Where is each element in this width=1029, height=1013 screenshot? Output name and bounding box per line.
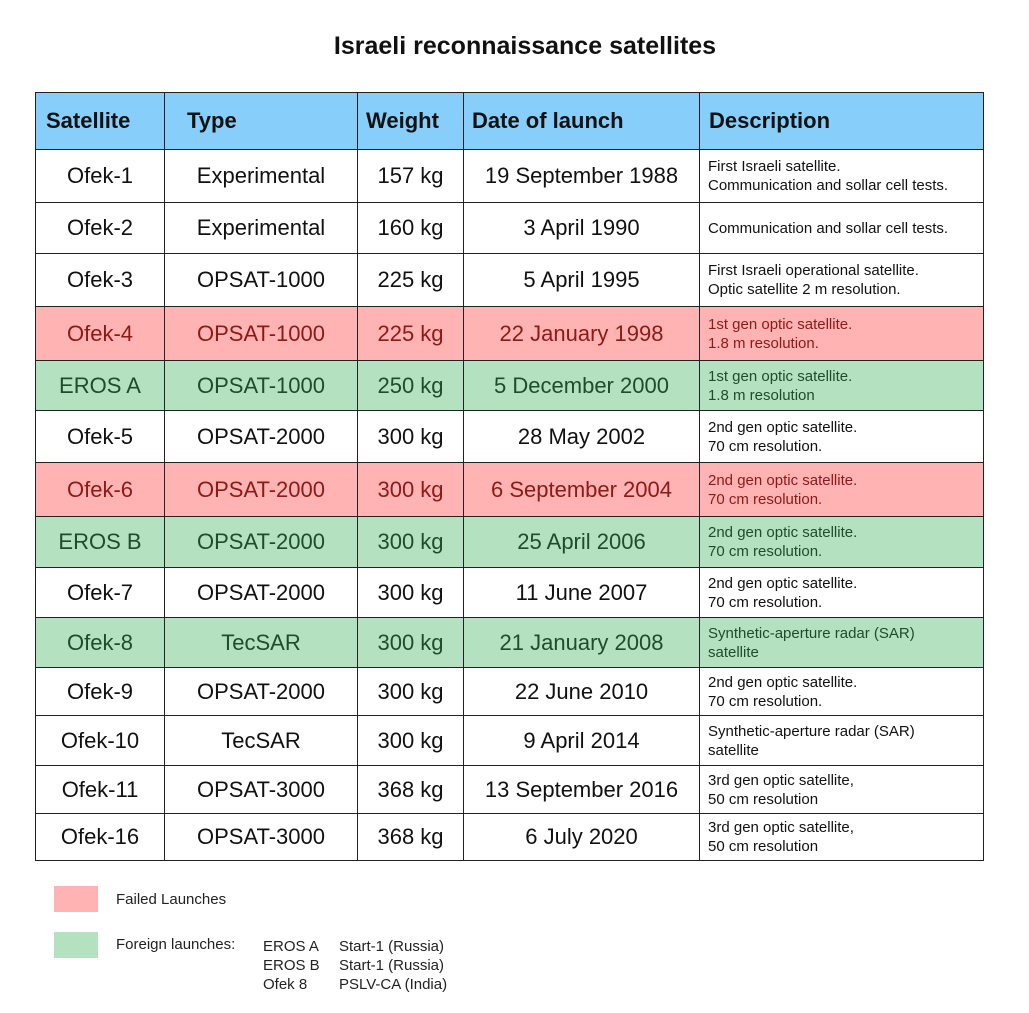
table-row: [36, 517, 984, 568]
table-body: [36, 150, 984, 861]
weight-cell: 300 kg: [358, 463, 464, 517]
weight-cell: 225 kg: [358, 254, 464, 307]
weight-cell: 300 kg: [358, 716, 464, 766]
description-line: satellite: [708, 741, 759, 759]
description-line: 70 cm resolution.: [708, 543, 823, 560]
description-line: 70 cm resolution.: [708, 437, 823, 455]
failed-legend-label: Failed Launches: [116, 891, 227, 908]
launch-date-cell: 11 June 2007: [464, 568, 700, 618]
satellite-cell: EROS A: [36, 361, 165, 411]
satellite-cell: Ofek-5: [36, 411, 165, 463]
weight-cell: 368 kg: [358, 814, 464, 861]
foreign-launch-launcher: Start-1 (Russia): [339, 938, 445, 955]
type-cell: Experimental: [165, 203, 358, 254]
foreign-launch-satellite: EROS B: [263, 957, 320, 974]
description-cell: [700, 766, 984, 814]
type-cell: OPSAT-2000: [165, 517, 358, 568]
satellite-cell: Ofek-6: [36, 463, 165, 517]
description-line: 70 cm resolution.: [708, 593, 823, 611]
foreign-launch-row: [263, 976, 447, 993]
description-cell: [700, 203, 984, 254]
column-header-satellite: Satellite: [36, 93, 165, 150]
satellite-cell: Ofek-1: [36, 150, 165, 203]
type-cell: OPSAT-2000: [165, 411, 358, 463]
column-header-weight: Weight: [358, 93, 464, 150]
description-line: First Israeli satellite.: [708, 158, 841, 175]
type-cell: TecSAR: [165, 618, 358, 668]
description-cell: [700, 150, 984, 203]
launch-date-cell: 13 September 2016: [464, 766, 700, 814]
launch-date-cell: 25 April 2006: [464, 517, 700, 568]
weight-cell: 300 kg: [358, 517, 464, 568]
launch-date-cell: 6 September 2004: [464, 463, 700, 517]
launch-date-cell: 22 January 1998: [464, 307, 700, 361]
table-row: [36, 618, 984, 668]
description-cell: [700, 463, 984, 517]
foreign-launch-launcher: PSLV-CA (India): [339, 976, 448, 993]
description-line: Synthetic-aperture radar (SAR): [708, 624, 915, 642]
table-row: [36, 254, 984, 307]
weight-cell: 225 kg: [358, 307, 464, 361]
column-header-date: Date of launch: [464, 93, 700, 150]
launch-date-cell: 6 July 2020: [464, 814, 700, 861]
type-cell: OPSAT-1000: [165, 254, 358, 307]
launch-date-cell: 5 April 1995: [464, 254, 700, 307]
type-cell: TecSAR: [165, 716, 358, 766]
description-line: 1st gen optic satellite.: [708, 367, 853, 385]
description-line: 50 cm resolution: [708, 790, 819, 808]
weight-cell: 300 kg: [358, 668, 464, 716]
satellite-cell: Ofek-7: [36, 568, 165, 618]
weight-cell: 300 kg: [358, 618, 464, 668]
satellite-cell: Ofek-9: [36, 668, 165, 716]
description-line: 2nd gen optic satellite.: [708, 418, 858, 436]
foreign-legend-swatch: [54, 932, 98, 958]
type-cell: OPSAT-3000: [165, 814, 358, 861]
launch-date-cell: 5 December 2000: [464, 361, 700, 411]
table-row: [36, 411, 984, 463]
description-line: 2nd gen optic satellite.: [708, 574, 858, 592]
satellite-cell: Ofek-11: [36, 766, 165, 814]
table-row: [36, 716, 984, 766]
foreign-launch-satellite: Ofek 8: [263, 976, 308, 993]
description-line: 3rd gen optic satellite,: [708, 771, 854, 789]
weight-cell: 160 kg: [358, 203, 464, 254]
description-line: 70 cm resolution.: [708, 490, 823, 508]
description-cell: [700, 716, 984, 766]
description-line: 50 cm resolution: [708, 838, 819, 855]
description-line: Communication and sollar cell tests.: [708, 177, 949, 194]
description-line: 3rd gen optic satellite,: [708, 819, 854, 836]
description-line: 1.8 m resolution: [708, 386, 815, 404]
satellites-table: [35, 92, 984, 861]
launch-date-cell: 3 April 1990: [464, 203, 700, 254]
launch-date-cell: 19 September 1988: [464, 150, 700, 203]
launch-date-cell: 9 April 2014: [464, 716, 700, 766]
foreign-legend-label: Foreign launches:: [116, 936, 236, 953]
satellite-cell: Ofek-8: [36, 618, 165, 668]
satellite-cell: Ofek-2: [36, 203, 165, 254]
table-row: [36, 568, 984, 618]
foreign-launch-row: [263, 938, 444, 955]
description-cell: [700, 254, 984, 307]
type-cell: OPSAT-3000: [165, 766, 358, 814]
failed-legend-swatch: [54, 886, 98, 912]
description-line: 2nd gen optic satellite.: [708, 524, 858, 541]
table-row: [36, 463, 984, 517]
description-line: 70 cm resolution.: [708, 692, 823, 710]
weight-cell: 300 kg: [358, 568, 464, 618]
foreign-launch-satellite: EROS A: [263, 938, 319, 955]
description-cell: [700, 517, 984, 568]
foreign-launch-row: [263, 957, 444, 974]
table-header-row: [36, 93, 984, 150]
launch-date-cell: 22 June 2010: [464, 668, 700, 716]
satellite-cell: Ofek-3: [36, 254, 165, 307]
type-cell: OPSAT-2000: [165, 463, 358, 517]
description-line: 2nd gen optic satellite.: [708, 471, 858, 489]
description-line: satellite: [708, 643, 759, 661]
description-line: Synthetic-aperture radar (SAR): [708, 722, 915, 740]
column-header-type: Type: [165, 93, 358, 150]
description-line: 2nd gen optic satellite.: [708, 673, 858, 691]
description-cell: [700, 568, 984, 618]
foreign-launch-launcher: Start-1 (Russia): [339, 957, 445, 974]
table-row: [36, 307, 984, 361]
description-line: 1st gen optic satellite.: [708, 315, 853, 333]
description-cell: [700, 668, 984, 716]
table-row: [36, 766, 984, 814]
type-cell: OPSAT-1000: [165, 307, 358, 361]
description-line: Communication and sollar cell tests.: [708, 219, 949, 237]
weight-cell: 300 kg: [358, 411, 464, 463]
table-row: [36, 361, 984, 411]
launch-date-cell: 28 May 2002: [464, 411, 700, 463]
satellite-cell: Ofek-4: [36, 307, 165, 361]
satellite-cell: Ofek-10: [36, 716, 165, 766]
description-cell: [700, 307, 984, 361]
description-cell: [700, 411, 984, 463]
table-row: [36, 203, 984, 254]
type-cell: OPSAT-2000: [165, 668, 358, 716]
type-cell: Experimental: [165, 150, 358, 203]
description-line: First Israeli operational satellite.: [708, 262, 919, 279]
table-row: [36, 668, 984, 716]
satellite-cell: Ofek-16: [36, 814, 165, 861]
column-header-description: Description: [700, 93, 984, 150]
table-row: [36, 814, 984, 861]
description-cell: [700, 814, 984, 861]
weight-cell: 368 kg: [358, 766, 464, 814]
page-title: Israeli reconnaissance satellites: [333, 32, 717, 60]
weight-cell: 157 kg: [358, 150, 464, 203]
description-cell: [700, 618, 984, 668]
type-cell: OPSAT-2000: [165, 568, 358, 618]
launch-date-cell: 21 January 2008: [464, 618, 700, 668]
satellite-cell: EROS B: [36, 517, 165, 568]
description-line: 1.8 m resolution.: [708, 334, 819, 352]
type-cell: OPSAT-1000: [165, 361, 358, 411]
table-row: [36, 150, 984, 203]
weight-cell: 250 kg: [358, 361, 464, 411]
description-cell: [700, 361, 984, 411]
description-line: Optic satellite 2 m resolution.: [708, 281, 901, 298]
